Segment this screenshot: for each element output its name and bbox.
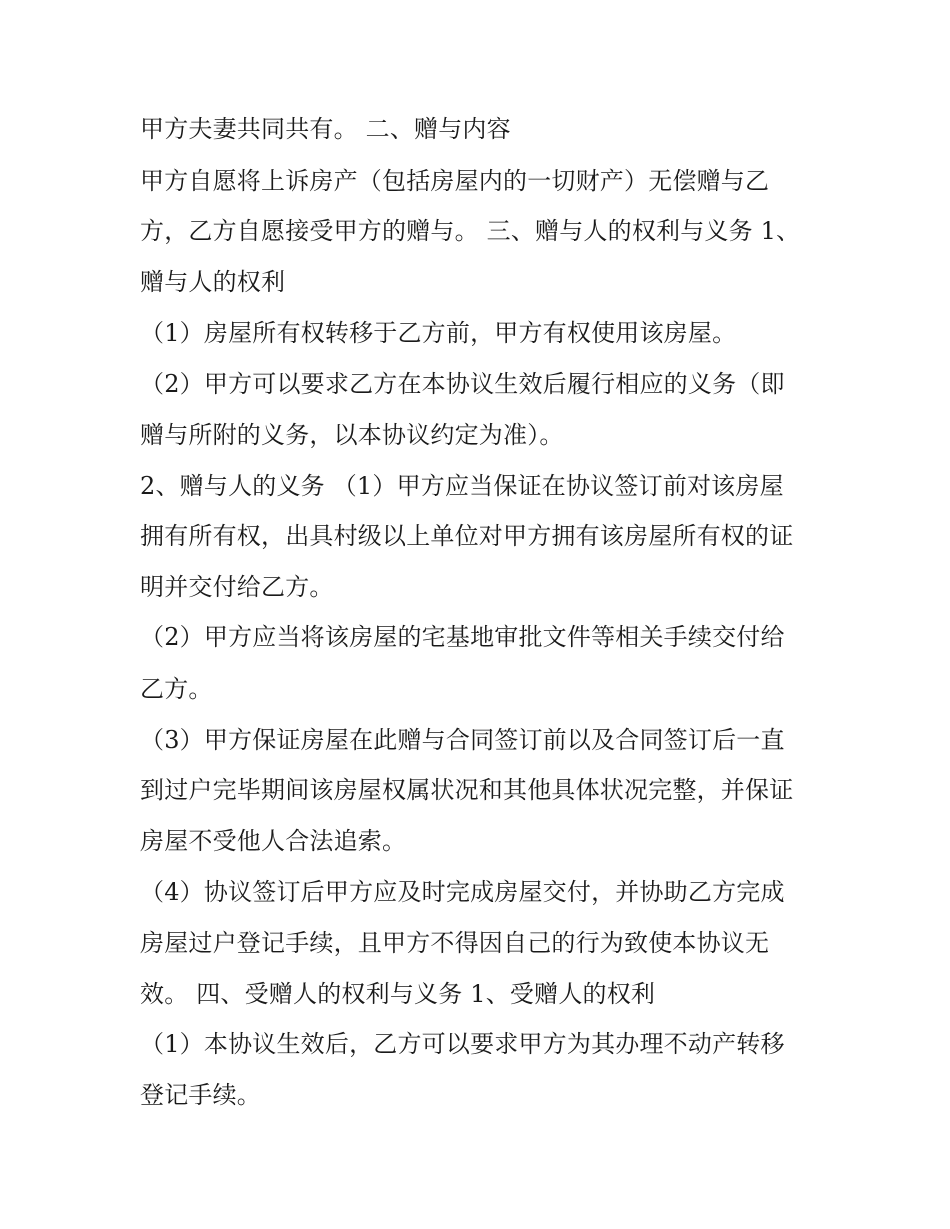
- text-line: （1）房屋所有权转移于乙方前，甲方有权使用该房屋。: [140, 319, 737, 347]
- text-line: 赠与人的权利: [140, 268, 286, 296]
- text-line: 甲方自愿将上诉房产（包括房屋内的一切财产）无偿赠与乙: [140, 167, 770, 195]
- text-line: 赠与所附的义务，以本协议约定为准）。: [140, 421, 564, 449]
- text-line: 2、赠与人的义务 （1）甲方应当保证在协议签订前对该房屋: [140, 472, 784, 500]
- text-line: （1）本协议生效后，乙方可以要求甲方为其办理不动产转移: [140, 1030, 785, 1058]
- text-line: 登记手续。: [140, 1081, 261, 1109]
- text-line: （2）甲方应当将该房屋的宅基地审批文件等相关手续交付给: [140, 623, 785, 651]
- text-line: 房屋不受他人合法追索。: [140, 827, 407, 855]
- text-line: （4）协议签订后甲方应及时完成房屋交付，并协助乙方完成: [140, 878, 785, 906]
- text-line: 到过户完毕期间该房屋权属状况和其他具体状况完整，并保证: [140, 776, 794, 804]
- text-line: 拥有所有权，出具村级以上单位对甲方拥有该房屋所有权的证: [140, 522, 794, 550]
- text-line: （3）甲方保证房屋在此赠与合同签订前以及合同签订后一直: [140, 726, 785, 754]
- text-line: 甲方夫妻共同共有。 二、赠与内容: [140, 115, 511, 143]
- text-line: （2）甲方可以要求乙方在本协议生效后履行相应的义务（即: [140, 370, 785, 398]
- text-line: 效。 四、受赠人的权利与义务 1、受赠人的权利: [140, 980, 656, 1008]
- text-line: 房屋过户登记手续，且甲方不得因自己的行为致使本协议无: [140, 929, 770, 957]
- text-line: 方，乙方自愿接受甲方的赠与。 三、赠与人的权利与义务 1、: [140, 217, 801, 245]
- text-line: 乙方。: [140, 675, 213, 703]
- text-line: 明并交付给乙方。: [140, 573, 334, 601]
